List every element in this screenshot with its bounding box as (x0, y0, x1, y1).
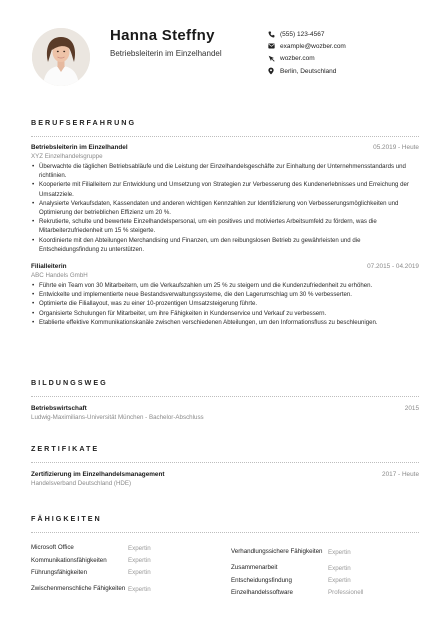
degree-date: 2015 (404, 405, 419, 412)
education-section (31, 378, 419, 421)
experience-entry (31, 263, 419, 327)
skill-row (31, 579, 219, 599)
candidate-title: Betriebsleiterin im Einzelhandel (110, 49, 222, 58)
job-title: Filialleiterin (31, 263, 67, 271)
degree-title: Betriebswirtschaft (31, 405, 87, 412)
skill-level: Expertin (328, 564, 351, 572)
job-title: Betriebsleiterin im Einzelhandel (31, 144, 128, 151)
skills-column-left (31, 542, 219, 599)
contact-website[interactable] (268, 53, 346, 65)
company-name: XYZ Einzelhandelsgruppe (31, 152, 103, 160)
certificates-section (31, 444, 419, 487)
divider (31, 532, 419, 533)
skill-level: Professionell (328, 589, 364, 597)
skills-column-right (231, 542, 419, 599)
skills-section (31, 514, 419, 599)
skill-name: Einzelhandelssoftware (231, 588, 293, 596)
list-item: • Rekrutierte, schulte und bewertete Einzelhandelspersonal, um ein positives und motiviertes Arbeitsumfeld zu fördern, was die Mitarbeiterzufriedenheit um 15 % steigerte. (31, 217, 419, 235)
list-item: • Koordinierte mit den Abteilungen Merchandising und Finanzen, um den reibungslosen Betrieb zu gewährleisten und die Entscheidungsfindung zu unterstützen. (31, 236, 419, 254)
skill-name: Verhandlungssichere Fähigkeiten (231, 548, 323, 555)
contact-email[interactable] (268, 40, 346, 52)
list-item: • Etablierte effektive Kommunikationskanäle zwischen verschiedenen Abteilungen, um den Informationsfluss zu beschleunigen. (31, 318, 419, 327)
section-heading: BILDUNGSWEG (31, 378, 108, 387)
location-pin-icon (268, 67, 280, 75)
contact-location-text: Berlin, Deutschland (280, 67, 337, 75)
skill-name: Zusammenarbeit (231, 564, 278, 572)
job-bullets (31, 162, 419, 254)
section-heading: ZERTIFIKATE (31, 444, 100, 453)
skills-grid (31, 542, 419, 599)
skill-level: Expertin (128, 557, 151, 565)
skill-row (31, 542, 219, 554)
skill-name: Microsoft Office (31, 544, 74, 552)
skill-row (231, 574, 419, 586)
phone-icon (268, 31, 280, 38)
skill-row (231, 587, 419, 599)
job-bullets (31, 281, 419, 327)
skill-level: Expertin (328, 577, 351, 585)
contact-email-text[interactable]: example@wozber.com (280, 42, 346, 50)
experience-section (31, 118, 419, 327)
profile-photo (32, 28, 90, 86)
divider (31, 396, 419, 397)
contact-phone-text: (555) 123-4567 (280, 30, 325, 38)
skill-level: Expertin (128, 585, 151, 593)
experience-entry (31, 144, 419, 254)
list-item: • Kooperierte mit Filialleitern zur Entwicklung und Umsetzung von Strategien zur Verbesserung des Kundenerlebnisses und Erreichung der Umsatzziele. (31, 180, 419, 198)
skill-row (31, 554, 219, 566)
divider (31, 136, 419, 137)
contact-list (268, 28, 346, 77)
skill-row (231, 542, 419, 562)
skill-row (31, 567, 219, 579)
skill-name: Zwischenmenschliche Fähigkeiten (31, 585, 126, 593)
list-item: • Analysierte Verkaufsdaten, Kassendaten und anderen wichtigen Kennzahlen zur Identifizierung von Verbesserungsmöglichkeiten und Optimierung der betrieblichen Effizienz um 20 %. (31, 199, 419, 217)
list-item: • Überwachte die täglichen Betriebsabläufe und die Leistung der Einzelhandelsgeschäfte zur Einhaltung der Unternehmensstandards und richtlinien. (31, 162, 419, 180)
list-item: • Führte ein Team von 30 Mitarbeitern, um die Verkaufszahlen um 25 % zu steigern und die Kundenzufriedenheit zu erhöhen. (31, 281, 419, 290)
mail-icon (268, 43, 280, 49)
certificate-title: Zertifizierung im Einzelhandelsmanagement (31, 471, 165, 478)
section-heading: FÄHIGKEITEN (31, 514, 102, 523)
education-entry (31, 405, 419, 421)
skill-name: Entscheidungsfindung (231, 576, 292, 584)
list-item: • Entwickelte und implementierte neue Bestandsverwaltungssysteme, die den Lagerumschlag um 30 % verbesserten. (31, 290, 419, 299)
divider (31, 462, 419, 463)
link-icon (268, 55, 280, 62)
job-date: 07.2015 - 04.2019 (367, 263, 419, 271)
skill-name: Führungsfähigkeiten (31, 568, 88, 576)
section-heading: BERUFSERFAHRUNG (31, 118, 137, 127)
skill-level: Expertin (128, 569, 151, 577)
certificate-issuer: Handelsverband Deutschland (HDE) (31, 479, 132, 487)
contact-website-text[interactable]: wozber.com (280, 55, 315, 63)
skill-row (231, 562, 419, 574)
contact-location (268, 65, 346, 77)
certificate-entry (31, 471, 419, 487)
list-item: • Optimierte die Filiallayout, was zu einer 10-prozentigen Umsatzsteigerung führte. (31, 299, 419, 308)
candidate-name: Hanna Steffny (110, 27, 215, 44)
resume-header (0, 0, 448, 100)
skill-name: Kommunikationsfähigkeiten (31, 556, 107, 564)
company-name: ABC Handels GmbH (31, 271, 88, 279)
list-item: • Organisierte Schulungen für Mitarbeiter, um ihre Fähigkeiten in Kundenservice und Verkauf zu verbessern. (31, 309, 419, 318)
contact-phone (268, 28, 346, 40)
job-date: 05.2019 - Heute (373, 144, 419, 151)
school-name: Ludwig-Maximilians-Universität München - Bachelor-Abschluss (31, 413, 204, 421)
skill-level: Expertin (328, 548, 351, 556)
skill-level: Expertin (128, 544, 151, 552)
certificate-date: 2017 - Heute (382, 471, 419, 478)
